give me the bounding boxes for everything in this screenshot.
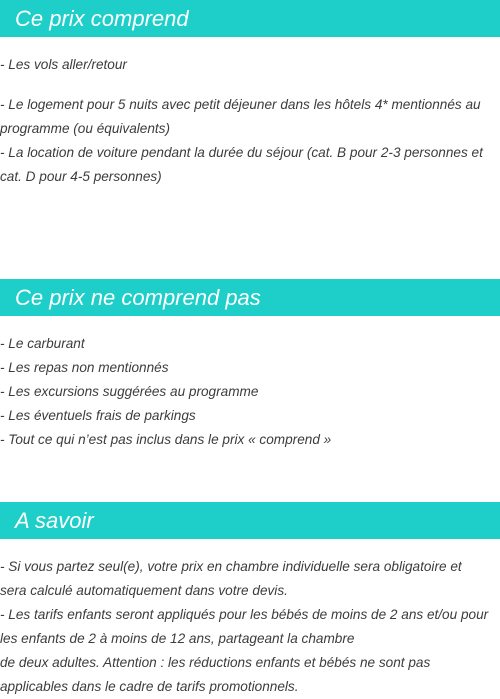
section-title: Ce prix comprend xyxy=(15,6,189,31)
list-item: - Les tarifs enfants seront appliqués pour les bébés de moins de 2 ans et/ou pour xyxy=(0,607,489,622)
section-included xyxy=(0,0,500,189)
section-title: Ce prix ne comprend pas xyxy=(15,285,261,310)
list-item-continuation: applicables dans le cadre de tarifs promotionnels. xyxy=(0,679,299,694)
list-item: - Tout ce qui n’est pas inclus dans le prix « comprend » xyxy=(0,432,332,447)
list-item-continuation: programme (ou équivalents) xyxy=(0,121,171,136)
list-item: - Les vols aller/retour xyxy=(0,57,127,72)
section-not-included xyxy=(0,279,500,452)
list-item: - Les repas non mentionnés xyxy=(0,360,169,375)
list-item-continuation: sera calculé automatiquement dans votre devis. xyxy=(0,583,288,598)
section-good-to-know xyxy=(0,502,500,699)
list-item-continuation: cat. D pour 4-5 personnes) xyxy=(0,169,162,184)
list-item-continuation: de deux adultes. Attention : les réductions enfants et bébés ne sont pas xyxy=(0,655,431,670)
section-content xyxy=(0,332,500,452)
list-item: - Les excursions suggérées au programme xyxy=(0,384,259,399)
section-title-banner xyxy=(0,502,500,539)
section-content xyxy=(0,53,500,189)
list-item: - La location de voiture pendant la durée du séjour (cat. B pour 2-3 personnes et xyxy=(0,145,483,160)
section-title: A savoir xyxy=(15,508,94,533)
list-item: - Le logement pour 5 nuits avec petit déjeuner dans les hôtels 4* mentionnés au xyxy=(0,97,481,112)
section-title-banner xyxy=(0,279,500,316)
list-item: - Le carburant xyxy=(0,336,85,351)
section-title-banner xyxy=(0,0,500,37)
list-item: - Les éventuels frais de parkings xyxy=(0,408,196,423)
section-content xyxy=(0,555,500,699)
list-item-continuation: les enfants de 2 à moins de 12 ans, partageant la chambre xyxy=(0,631,355,646)
list-item: - Si vous partez seul(e), votre prix en chambre individuelle sera obligatoire et xyxy=(0,559,462,574)
